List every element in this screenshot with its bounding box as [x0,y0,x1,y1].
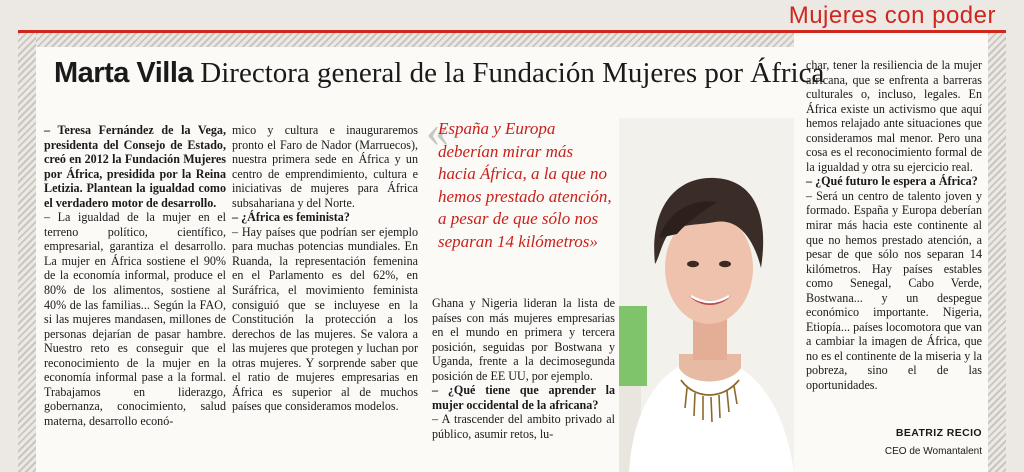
headline-title: Directora general de la Fundación Mujeres por África [200,57,825,89]
answer-paragraph: – Será un centro de talento joven y formado. España y Europa deberían mirar más hacia este continente al que no hemos prestado atención, a pesar de que sólo nos separan 14 kilómetros. Hay países estables como Senegal, Cabo Verde, Bostwana... y un despegue económico importante. Nigeria, Etiopía... países locomotora que van a cambiar la imagen de África, que no es el continente de la miseria y la pobreza, sino el de las oportunidades. [806,188,982,393]
column-1 [44,123,226,428]
question: – ¿África es feminista? [232,210,350,225]
pull-quote-text: España y Europa deberían mirar más hacia África, a la que no hemos prestado atención, a pesar de que sólo nos separan 14 kilómetros» [438,119,612,251]
answer-paragraph: char, tener la resiliencia de la mujer africana, que se enfrenta a barreras culturales o, incluso, legales. En África existe un activismo que aquí hemos relajado ante situaciones que consideramos mal menor. Pero una cosa es el reconocimiento formal de la igualdad y otra su ejercicio real. [806,58,982,174]
answer-paragraph: – La igualdad de la mujer en el terreno político, científico, empresarial, garantiza el desarrollo. La mujer en África sostiene el 90% de la economía informal, produce el 80% de los alimentos, sostiene al 40% de las familias... Según la FAO, si las mujeres mandasen, millones de personas dejarían de pasar hambre. Nuestro reto es conseguir que el reconocimiento de la mujer en la economía informal pase a la formal. Trabajamos en liderazgo, gobernanza, conocimiento, salud materna, desarrollo econó- [44,210,226,428]
byline-author: BEATRIZ RECIO [895,427,982,439]
byline-role: CEO de Womantalent [884,446,982,457]
section-title: Mujeres con poder [788,2,996,29]
answer-paragraph: Ghana y Nigeria lideran la lista de países con más mujeres empresarias en el mundo en primera y tercera posición, seguidas por Bostwana y Uganda, frente a la decimosegunda posición de EE UU, por ejemplo. [432,296,615,383]
headline [54,56,825,90]
portrait-illustration [619,118,794,472]
left-hatch-border [18,33,36,472]
column-4 [806,58,982,393]
question: – ¿Qué futuro le espera a África? [806,174,978,189]
column-2 [232,123,418,414]
pull-quote [426,105,612,253]
right-hatch-border [988,33,1006,472]
lead-paragraph: – Teresa Fernández de la Vega, presidenta del Consejo de Estado, creó en 2012 la Fundación Mujeres por África, presidida por la Reina Letizia. Plantean la igualdad como el verdadero motor de desarrollo. [44,123,226,210]
quote-mark-icon: « [426,105,449,156]
top-hatch-bar [36,33,794,47]
answer-paragraph: – A trascender del ambito privado al público, asumir retos, lu- [432,412,615,441]
portrait-photo [619,118,794,472]
answer-paragraph: – Hay países que podrían ser ejemplo para muchas potencias mundiales. En Ruanda, la representación femenina en el Parlamento es del 62%, en Suráfrica, el movimiento feminista consiguió que se incluyese en la Constitución la protección a los derechos de las mujeres. Se valora a las mujeres que protegen y luchan por otras mujeres. Y sorprende saber que el ratio de mujeres empresarias en África es superior al de muchos países que consideramos modelos. [232,224,418,414]
byline [806,426,982,459]
question: – ¿Qué tiene que aprender la mujer occidental de la africana? [432,383,615,412]
headline-name: Marta Villa [54,57,194,89]
answer-paragraph: mico y cultura e inauguraremos pronto el Faro de Nador (Marruecos), nuestra primera sede en África y un centro de emprendimiento, cultura e iniciativas de mujeres para África subsahariana y del Norte. [232,123,418,210]
column-3 [432,296,615,441]
